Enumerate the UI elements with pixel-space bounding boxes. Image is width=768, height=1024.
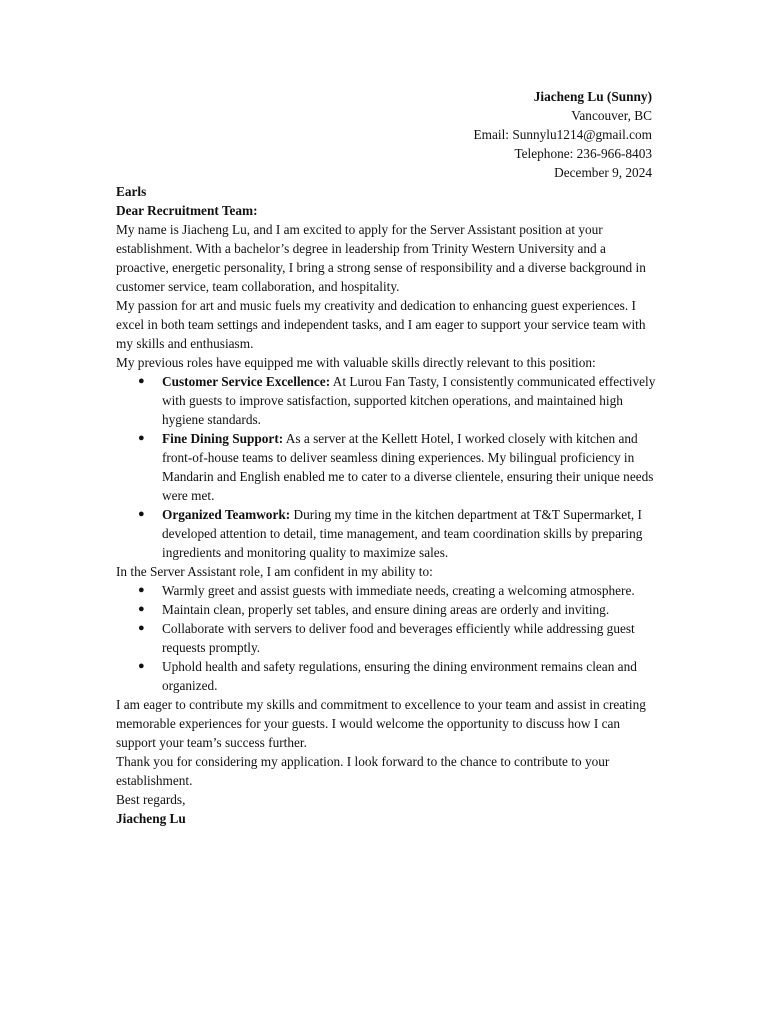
sender-email: Email: Sunnylu1214@gmail.com	[473, 127, 652, 142]
bullet-icon: ●	[138, 603, 145, 615]
list-item	[116, 372, 656, 429]
experience-title: Customer Service Excellence:	[162, 374, 331, 389]
list-item	[116, 600, 656, 619]
sender-location: Vancouver, BC	[571, 108, 652, 123]
bullet-icon: ●	[138, 432, 145, 444]
letter-body	[116, 182, 656, 828]
duty-text: Uphold health and safety regulations, ensuring the dining environment remains clean and organized.	[162, 659, 637, 693]
bullet-icon: ●	[138, 375, 145, 387]
salutation: Dear Recruitment Team:	[116, 203, 258, 218]
thanks-paragraph: Thank you for considering my application. I look forward to the chance to contribute to your establishment.	[116, 754, 610, 788]
experience-title: Organized Teamwork:	[162, 507, 291, 522]
sender-name: Jiacheng Lu (Sunny)	[533, 89, 652, 104]
list-item	[116, 429, 656, 505]
list-item	[116, 619, 656, 657]
experience-text: As a server at the Kellett Hotel, I worked closely with kitchen and front-of-house teams to deliver seamless dining experiences. My bilingual proficiency in Mandarin and English enabled me to cater to a diverse clientele, ensuring their unique needs were met.	[162, 431, 654, 503]
sender-telephone: Telephone: 236-966-8403	[514, 146, 652, 161]
list-item	[116, 581, 656, 600]
list-item	[116, 505, 656, 562]
experience-text: During my time in the kitchen department at T&T Supermarket, I developed attention to detail, time management, and team coordination skills by preparing ingredients and monitoring quality to maximize sales.	[162, 507, 643, 560]
bullet-icon: ●	[138, 660, 145, 672]
passion-paragraph: My passion for art and music fuels my creativity and dedication to enhancing guest experiences. I excel in both team settings and independent tasks, and I am eager to support your service team with my skills and enthusiasm.	[116, 298, 646, 351]
duties-list	[116, 581, 656, 695]
bullet-icon: ●	[138, 622, 145, 634]
closing: Best regards,	[116, 792, 186, 807]
bullet-icon: ●	[138, 584, 145, 596]
intro-paragraph: My name is Jiacheng Lu, and I am excited to apply for the Server Assistant position at your establishment. With a bachelor’s degree in leadership from Trinity Western University and a proactive, energetic personality, I bring a strong sense of responsibility and a diverse background in customer service, team collaboration, and hospitality.	[116, 222, 646, 294]
experience-list	[116, 372, 656, 562]
role-intro-paragraph: In the Server Assistant role, I am confident in my ability to:	[116, 564, 433, 579]
contribute-paragraph: I am eager to contribute my skills and commitment to excellence to your team and assist in creating memorable experiences for your guests. I would welcome the opportunity to discuss how I can support your team’s success further.	[116, 697, 646, 750]
duty-text: Collaborate with servers to deliver food and beverages efficiently while addressing guest requests promptly.	[162, 621, 635, 655]
experience-text: At Lurou Fan Tasty, I consistently communicated effectively with guests to improve satisfaction, supported kitchen operations, and maintained high hygiene standards.	[162, 374, 656, 427]
bullet-icon: ●	[138, 508, 145, 520]
duty-text: Maintain clean, properly set tables, and ensure dining areas are orderly and inviting.	[162, 602, 610, 617]
signature: Jiacheng Lu	[116, 811, 186, 826]
sender-header	[116, 87, 652, 182]
list-item	[116, 657, 656, 695]
recipient: Earls	[116, 184, 147, 199]
letter-date: December 9, 2024	[554, 165, 652, 180]
duty-text: Warmly greet and assist guests with immediate needs, creating a welcoming atmosphere.	[162, 583, 635, 598]
experience-title: Fine Dining Support:	[162, 431, 284, 446]
roles-intro-paragraph: My previous roles have equipped me with valuable skills directly relevant to this position:	[116, 355, 596, 370]
